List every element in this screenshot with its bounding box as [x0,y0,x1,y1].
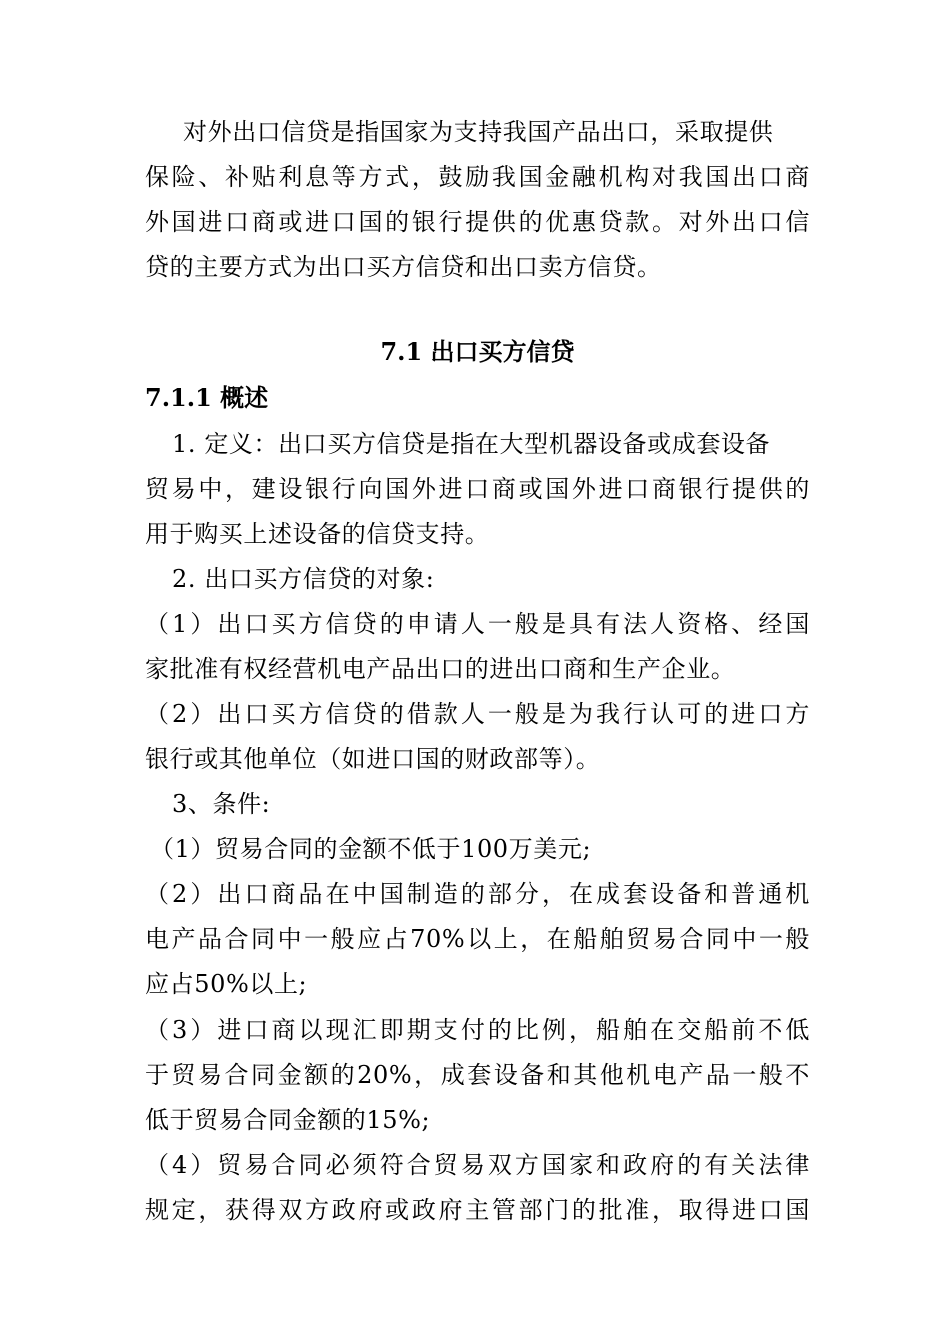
body-line-5: （1）出口买方信贷的申请人一般是具有法人资格、经国 [145,610,810,638]
body-line-7: （2）出口买方信贷的借款人一般是为我行认可的进口方 [145,700,810,728]
body-line-17: （4）贸易合同必须符合贸易双方国家和政府的有关法律 [145,1151,810,1179]
body-line-3: 用于购买上述设备的信贷支持。 [145,520,490,548]
body-line-16: 低于贸易合同金额的15%; [145,1106,431,1134]
body-line-2: 贸易中，建设银行向国外进口商或国外进口商银行提供的 [145,475,810,503]
body-line-11: （2）出口商品在中国制造的部分，在成套设备和普通机 [145,880,810,908]
intro-line-4: 贷的主要方式为出口买方信贷和出口卖方信贷。 [145,253,662,281]
intro-line-2: 保险、补贴利息等方式，鼓励我国金融机构对我国出口商 [145,163,810,191]
intro-line-3: 外国进口商或进口国的银行提供的优惠贷款。对外出口信 [145,208,810,236]
body-line-15: 于贸易合同金额的20%，成套设备和其他机电产品一般不 [145,1061,810,1089]
body-line-14: （3）进口商以现汇即期支付的比例，船舶在交船前不低 [145,1016,810,1044]
body-line-4: 2. 出口买方信贷的对象: [172,565,435,593]
body-line-8: 银行或其他单位（如进口国的财政部等）。 [145,745,601,773]
subsection-heading: 7.1.1 概述 [145,383,269,412]
intro-line-1: 对外出口信贷是指国家为支持我国产品出口，采取提供 [183,118,774,146]
section-heading: 7.1 出口买方信贷 [380,337,575,366]
body-line-12: 电产品合同中一般应占70%以上，在船舶贸易合同中一般 [145,925,810,953]
body-line-10: （1）贸易合同的金额不低于100万美元; [150,835,592,863]
body-line-1: 1. 定义：出口买方信贷是指在大型机器设备或成套设备 [172,430,771,458]
body-line-6: 家批准有权经营机电产品出口的进出口商和生产企业。 [145,655,736,683]
body-line-18: 规定，获得双方政府或政府主管部门的批准，取得进口国 [145,1196,810,1224]
body-line-9: 3、条件: [172,790,271,818]
body-line-13: 应占50%以上; [145,970,308,998]
